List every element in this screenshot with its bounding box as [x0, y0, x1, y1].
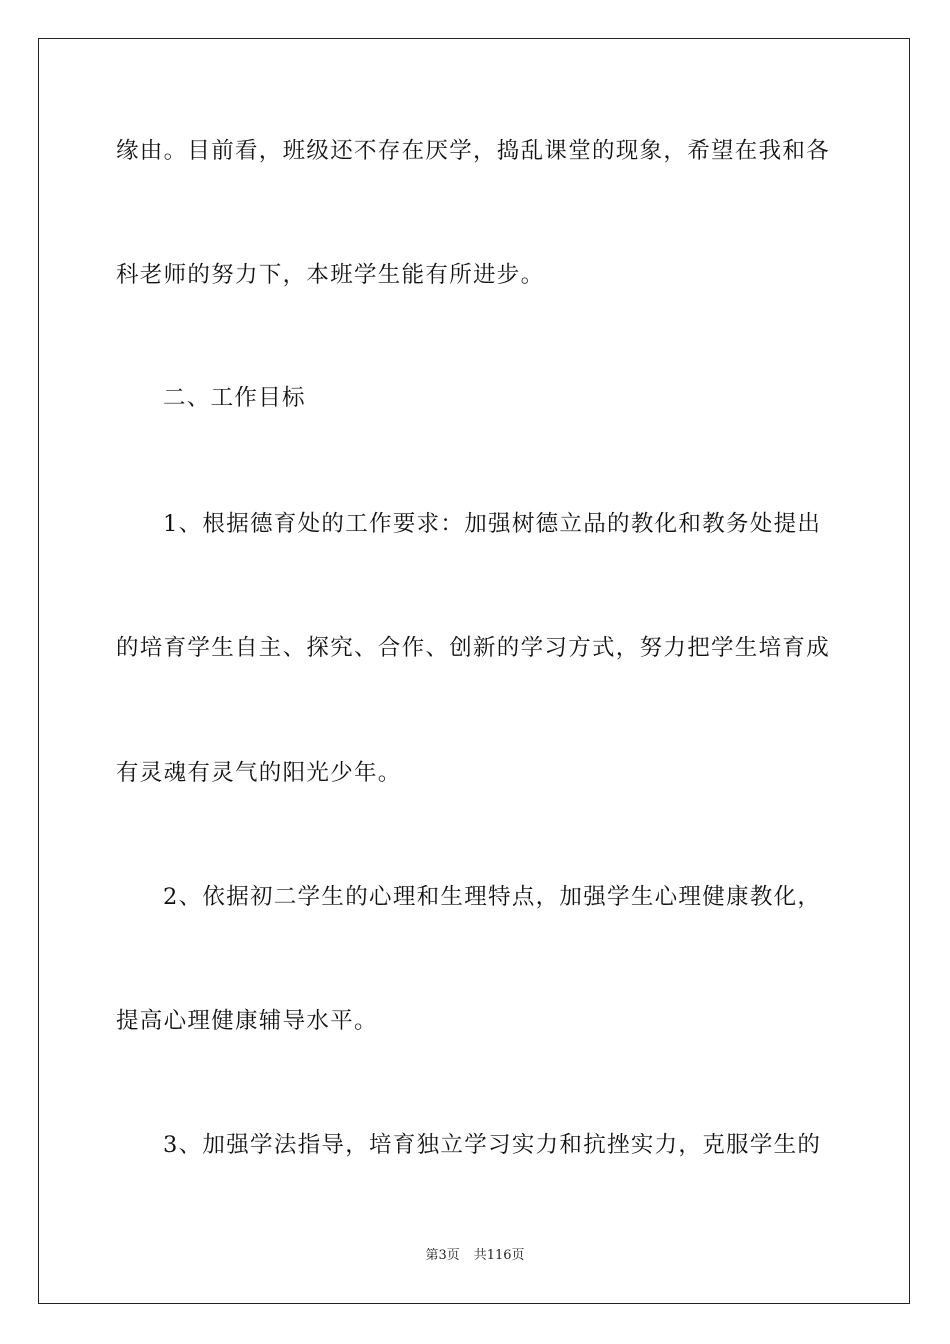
body-text-line: 的培育学生自主、探究、合作、创新的学习方式，努力把学生培育成	[116, 635, 831, 661]
page-number: 第3页	[425, 1248, 460, 1263]
body-text-line: 2、依据初二学生的心理和生理特点，加强学生心理健康教化，	[163, 884, 822, 910]
body-text-line: 提高心理健康辅导水平。	[116, 1008, 378, 1034]
body-text-line: 缘由。目前看，班级还不存在厌学，捣乱课堂的现象，希望在我和各	[116, 138, 831, 164]
page-footer	[0, 1247, 950, 1265]
body-text-line: 科老师的努力下，本班学生能有所进步。	[116, 262, 545, 288]
page-border	[38, 38, 910, 1304]
page-total: 共116页	[473, 1248, 525, 1263]
body-text-line: 3、加强学法指导，培育独立学习实力和抗挫实力，克服学生的	[163, 1132, 822, 1158]
section-heading: 二、工作目标	[163, 385, 306, 411]
body-text-line: 1、根据德育处的工作要求：加强树德立品的教化和教务处提出	[163, 511, 822, 537]
body-text-line: 有灵魂有灵气的阳光少年。	[116, 760, 402, 786]
